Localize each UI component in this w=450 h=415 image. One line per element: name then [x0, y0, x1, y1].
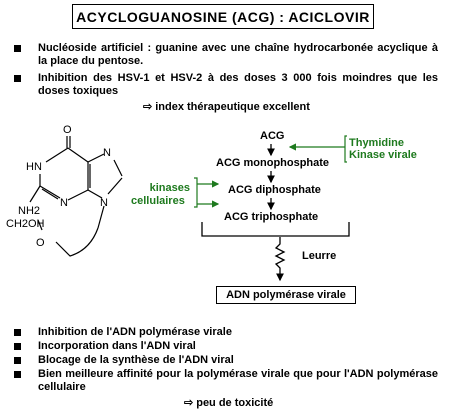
square-bullet-icon: [14, 371, 21, 378]
bottom-conclusion: ⇨ peu de toxicité: [184, 397, 274, 409]
thymidine-label: Thymidine: [349, 137, 405, 149]
mol-o-label: O: [63, 124, 72, 136]
adn-polymerase-virale-box: ADN polymérase virale: [216, 286, 356, 304]
right-arrow-outline-icon: ⇨: [184, 397, 194, 409]
pathway-monophosphate: ACG monophosphate: [216, 157, 330, 169]
cellulaires-label: cellulaires: [131, 195, 185, 207]
kinases-label: kinases: [149, 182, 190, 194]
pathway-triphosphate: ACG triphosphate: [224, 211, 319, 223]
mol-n-left-label: N: [60, 197, 68, 209]
pathway-diphosphate: ACG diphosphate: [228, 184, 321, 196]
mol-nh2-label: NH2: [18, 205, 41, 217]
mol-ch2oh-label: CH2OH: [6, 218, 45, 230]
pathway-acg: ACG: [260, 130, 285, 142]
mol-n-bottom-label: N: [100, 197, 108, 209]
slide-title: ACYCLOGUANOSINE (ACG) : ACICLOVIR: [72, 4, 374, 29]
intro-conclusion: ⇨ index thérapeutique excellent: [143, 101, 310, 113]
square-bullet-icon: [14, 357, 21, 364]
square-bullet-icon: [14, 343, 21, 350]
mol-n-right-label: N: [103, 147, 111, 159]
kinase-virale-label: Kinase virale: [349, 149, 417, 161]
mol-o-chain-label: O: [36, 237, 45, 249]
square-bullet-icon: [14, 45, 21, 52]
leurre-label: Leurre: [302, 250, 337, 262]
guanine-structure-diagram: [0, 110, 140, 270]
square-bullet-icon: [14, 75, 21, 82]
right-arrow-outline-icon: ⇨: [143, 101, 153, 113]
square-bullet-icon: [14, 329, 21, 336]
mol-hn-label: HN: [26, 161, 42, 173]
